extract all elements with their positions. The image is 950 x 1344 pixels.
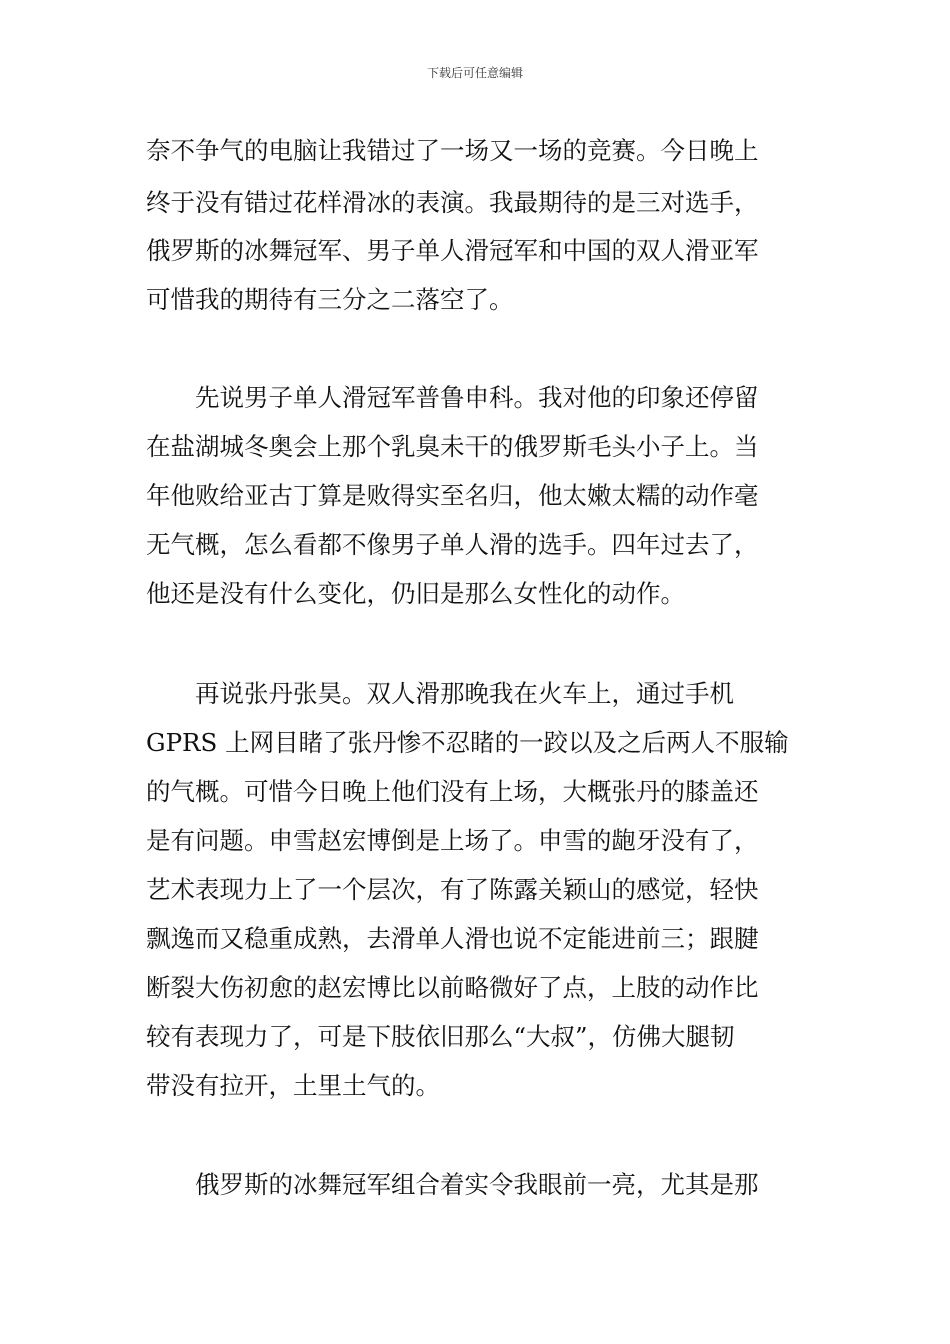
text-line: 艺术表现力上了一个层次，有了陈露关颖山的感觉，轻快 (146, 875, 759, 904)
text-line: 无气概，怎么看都不像男子单人滑的选手。四年过去了， (146, 530, 759, 559)
text-line: 可惜我的期待有三分之二落空了。 (146, 285, 514, 314)
page-header-note: 下载后可任意编辑 (426, 66, 523, 80)
text-line: 较有表现力了，可是下肢依旧那么“大叔”，仿佛大腿韧 (146, 1022, 735, 1051)
text-line: 奈不争气的电脑让我错过了一场又一场的竞赛。今日晚上 (146, 136, 759, 165)
text-line: 的气概。可惜今日晚上他们没有上场，大概张丹的膝盖还 (146, 777, 759, 806)
text-line: 带没有拉开，土里土气的。 (146, 1071, 440, 1100)
text-line: 再说张丹张昊。双人滑那晚我在火车上，通过手机 (146, 679, 734, 708)
text-line: GPRS 上网目睹了张丹惨不忍睹的一跤以及之后两人不服输 (146, 728, 789, 757)
text-line: 飘逸而又稳重成熟，去滑单人滑也说不定能进前三；跟腱 (146, 924, 759, 953)
text-line: 终于没有错过花样滑冰的表演。我最期待的是三对选手， (146, 188, 759, 217)
text-line: 俄罗斯的冰舞冠军、男子单人滑冠军和中国的双人滑亚军 (146, 236, 759, 265)
text-line: 年他败给亚古丁算是败得实至名归，他太嫩太糯的动作毫 (146, 481, 759, 510)
text-line: 断裂大伤初愈的赵宏博比以前略微好了点，上肢的动作比 (146, 973, 759, 1002)
text-line: 在盐湖城冬奥会上那个乳臭未干的俄罗斯毛头小子上。当 (146, 432, 759, 461)
text-line: 他还是没有什么变化，仍旧是那么女性化的动作。 (146, 579, 685, 608)
text-line: 是有问题。申雪赵宏博倒是上场了。申雪的龅牙没有了， (146, 826, 759, 855)
text-line: 俄罗斯的冰舞冠军组合着实令我眼前一亮，尤其是那 (146, 1170, 759, 1199)
text-line: 先说男子单人滑冠军普鲁申科。我对他的印象还停留 (146, 383, 759, 412)
